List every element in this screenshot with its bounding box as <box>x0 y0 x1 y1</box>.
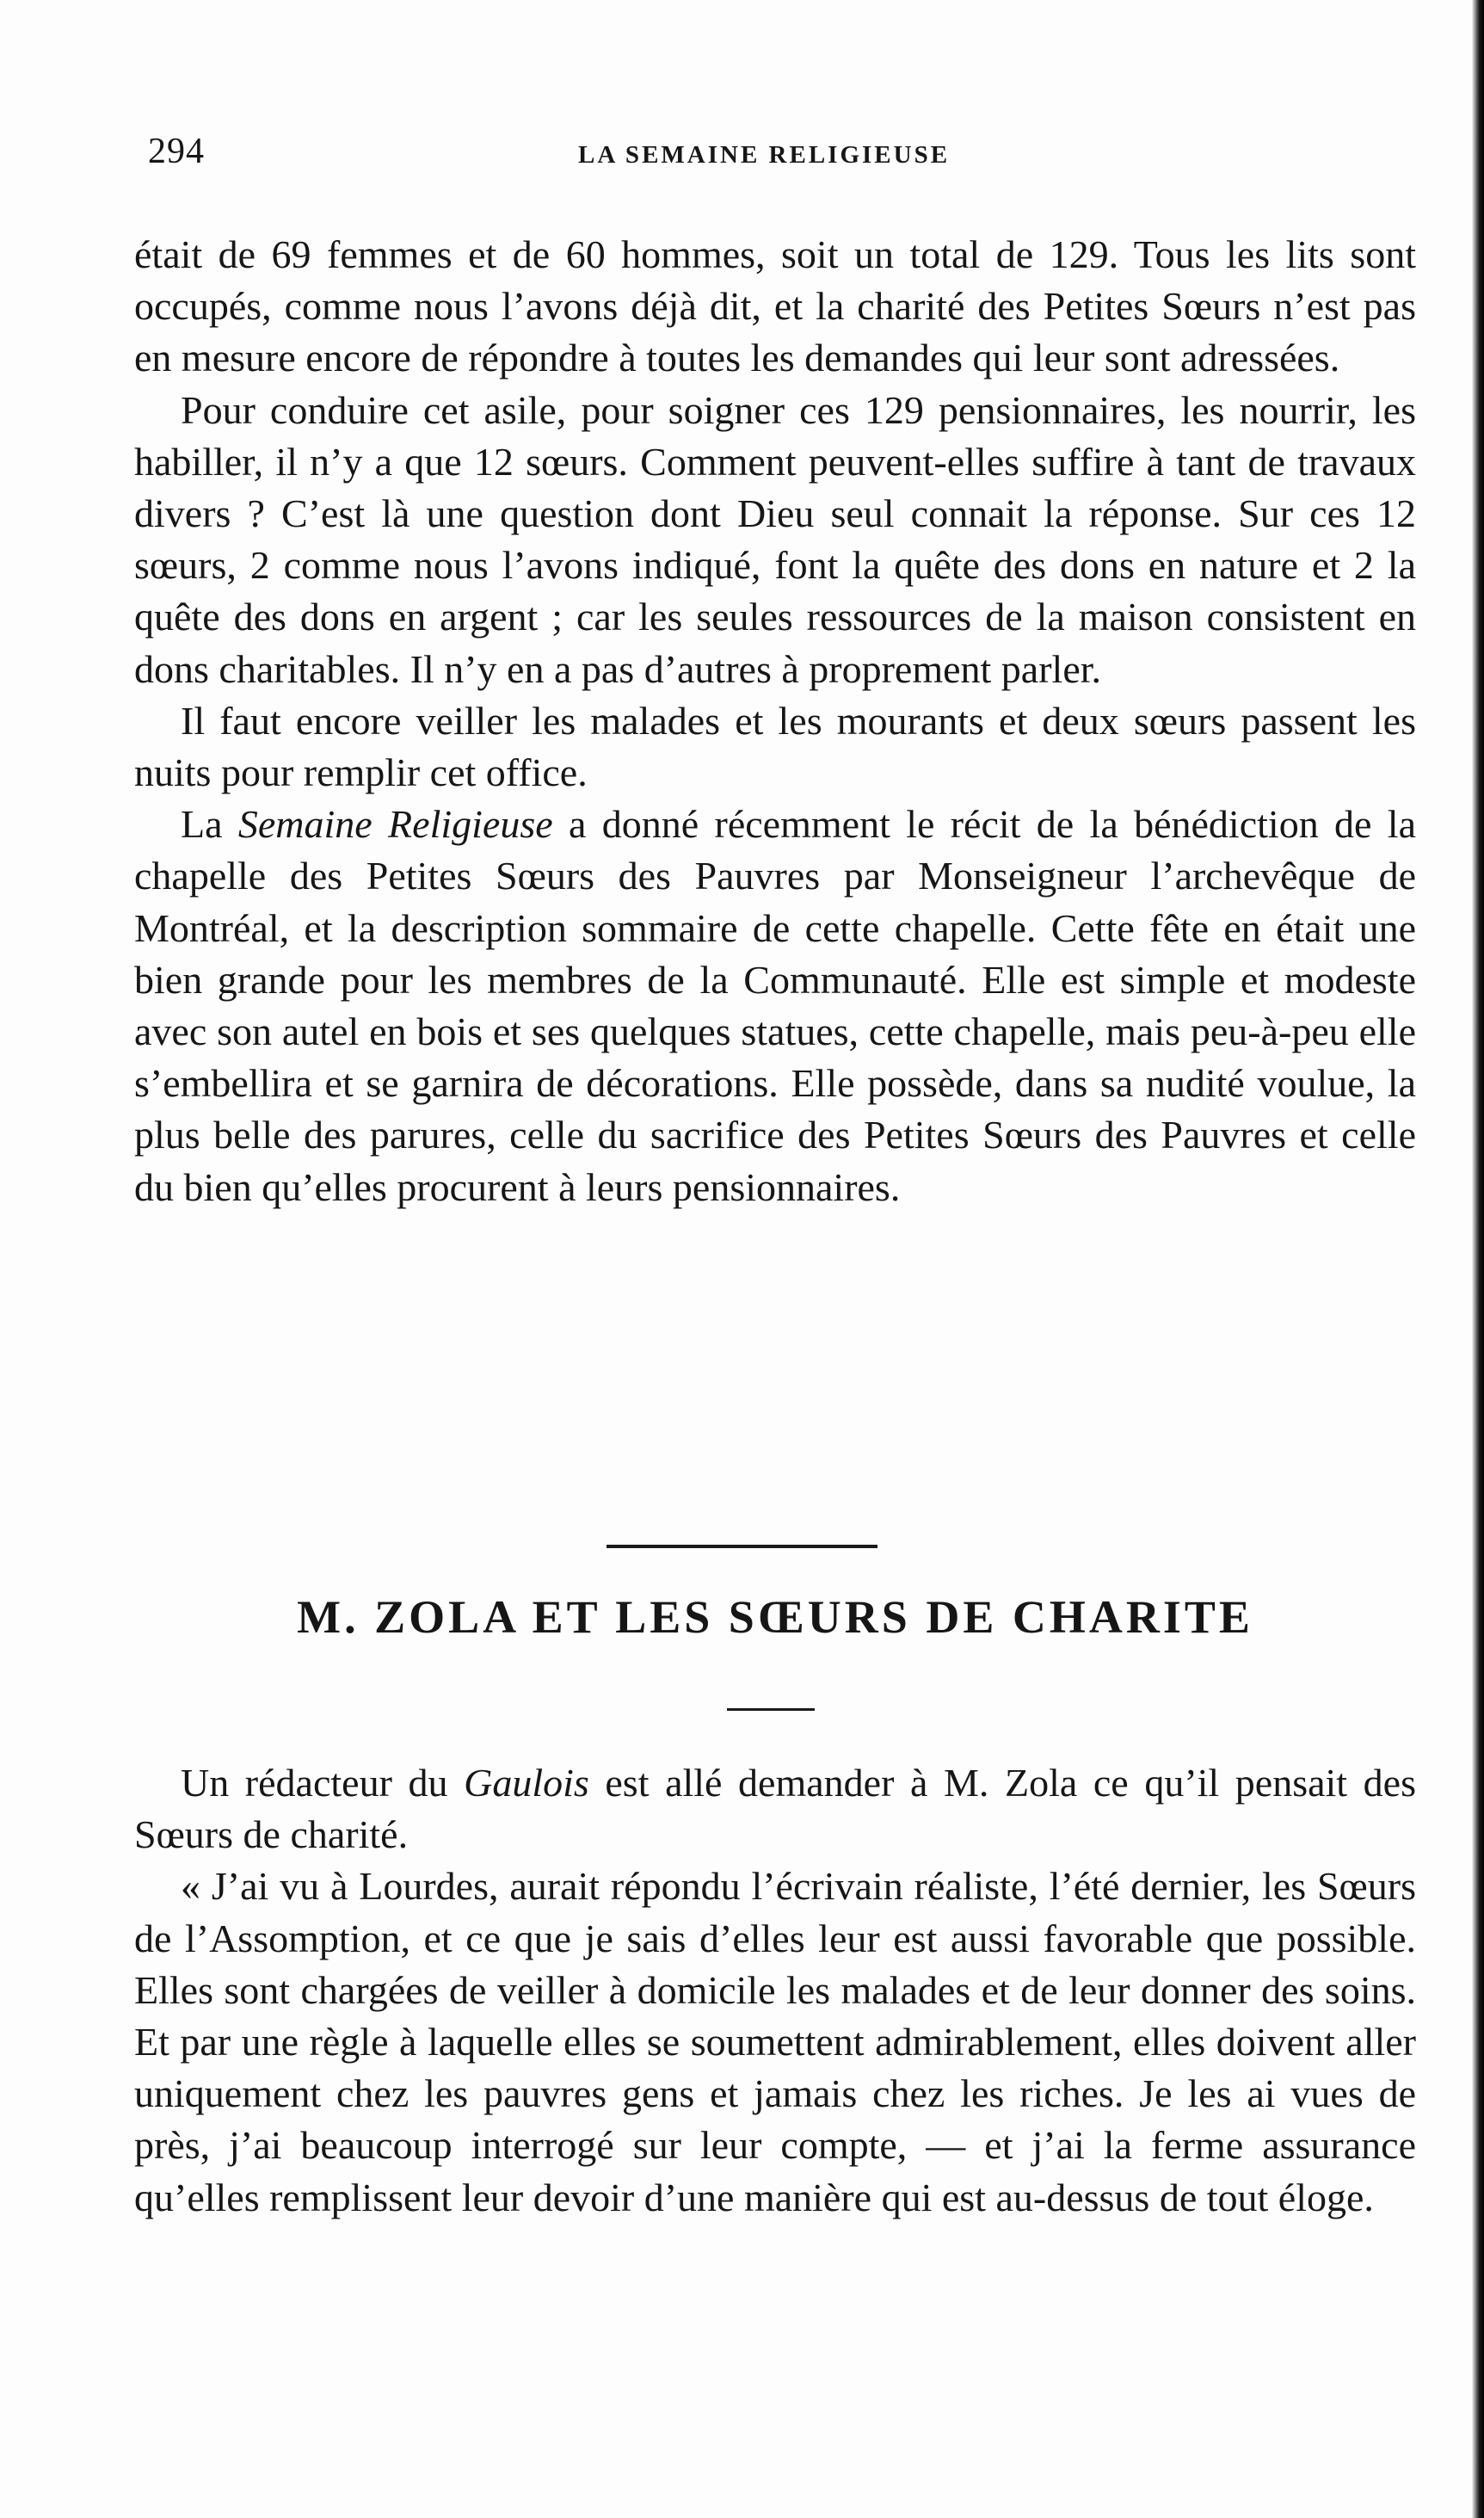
paragraph-3: Il faut encore veiller les malades et les mourants et deux sœurs passent les nuits pour remplir cet office. <box>134 698 1416 795</box>
article-continuation <box>134 229 1416 1213</box>
page-number: 294 <box>148 132 205 171</box>
paragraph-4-rest: a donné récemment le récit de la bénédiction de la chapelle des Petites Sœurs des Pauvres par Monseigneur l’archevêque de Montréal, et la description sommaire de cette chapelle. Cette fête en était une bien grande pour les membres de la Communauté. Elle est simple et modeste avec son autel en bois et ses quelques statues, cette chapelle, mais peu-à-peu elle s’embellira et se garnira de décorations. Elle possède, dans sa nudité voulue, la plus belle des parures, celle du sacrifice des Petites Sœurs des Pauvres et celle du bien qu’elles procurent à leurs pensionnaires. <box>134 802 1416 1209</box>
zola-article <box>134 1757 1416 2224</box>
publication-title: Semaine Religieuse <box>237 802 553 847</box>
zola-paragraph-2: « J’ai vu à Lourdes, aurait répondu l’écrivain réaliste, l’été dernier, les Sœurs de l’Assomption, et ce que je sais d’elles leur est aussi favorable que possible. Elles sont chargées de veiller à domicile les malades et de leur donner des soins. Et par une règle à laquelle elles se soumettent admirablement, elles doivent aller uniquement chez les pauvres gens et jamais chez les riches. Je les ai vues de près, j’ai beaucoup interrogé sur leur compte, — et j’ai la ferme assurance qu’elles remplissent leur devoir d’une manière qui est au-dessus de tout éloge. <box>134 1864 1416 2219</box>
paragraph-2: Pour conduire cet asile, pour soigner ces 129 pensionnaires, les nourrir, les habiller, il n’y a que 12 sœurs. Comment peuvent-elles suffire à tant de travaux divers ? C’est là une question dont Dieu seul connait la réponse. Sur ces 12 sœurs, 2 comme nous l’avons indiqué, font la quête des dons en nature et 2 la quête des dons en argent ; car les seules ressources de la maison consistent en dons charitables. Il n’y en a pas d’autres à proprement parler. <box>134 387 1416 691</box>
page-header <box>148 131 1413 182</box>
paragraph-4-lead: La <box>181 802 238 847</box>
zola-paragraph-1-rest: est allé demander à M. Zola ce qu’il pensait des Sœurs de charité. <box>134 1761 1416 1857</box>
newspaper-title: Gaulois <box>464 1761 589 1805</box>
section-divider-bottom <box>727 1708 815 1711</box>
running-head: LA SEMAINE RELIGIEUSE <box>578 141 951 169</box>
paragraph-1: était de 69 femmes et de 60 hommes, soit un total de 129. Tous les lits sont occupés, comme nous l’avons déjà dit, et la charité des Petites Sœurs n’est pas en mesure encore de répondre à toutes les demandes qui leur sont adressées. <box>134 232 1416 380</box>
zola-paragraph-1-lead: Un rédacteur du <box>181 1761 465 1805</box>
zola-paragraph-1 <box>134 1757 1416 1861</box>
paragraph-4 <box>134 799 1416 1213</box>
section-heading: M. ZOLA ET LES SŒURS DE CHARITE <box>297 1591 1253 1643</box>
section-divider-top <box>607 1545 877 1548</box>
page-edge-shadow <box>1472 0 1484 2518</box>
